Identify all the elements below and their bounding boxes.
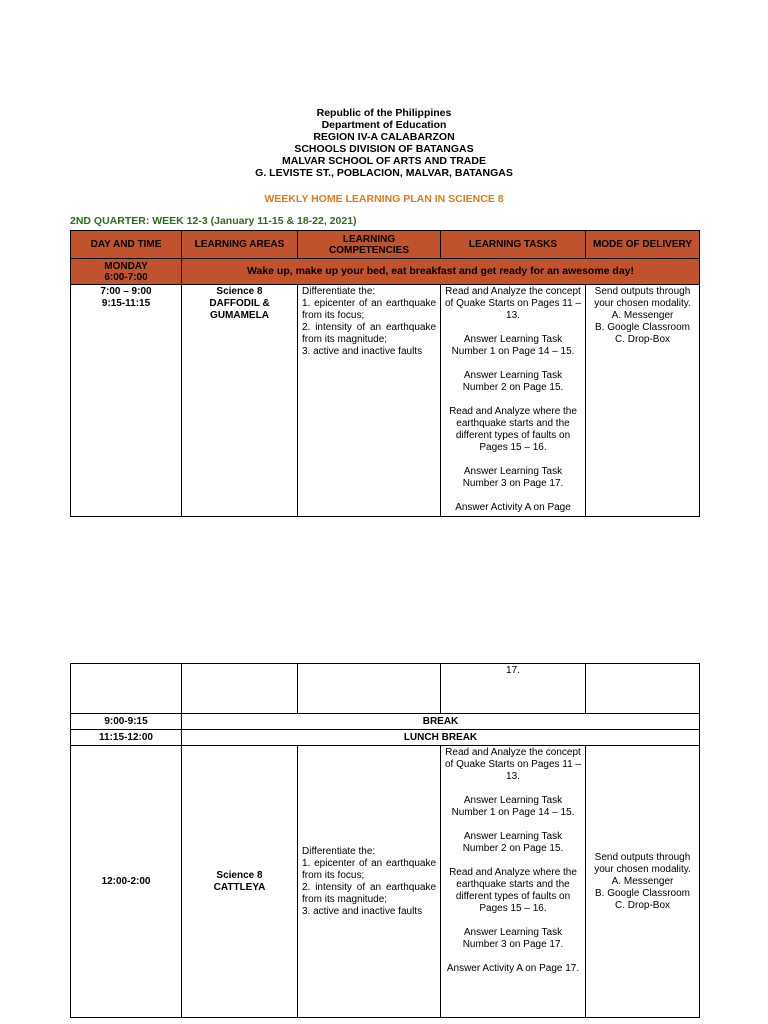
learning-plan-table-page-1 — [70, 230, 700, 517]
mode-option-c: C. Drop-Box — [614, 899, 670, 911]
row1-area-1: Science 8 — [216, 286, 263, 297]
task-5: Answer Learning Task Number 3 on Page 17. — [462, 927, 564, 950]
row2-tasks-cell — [441, 746, 586, 1018]
task-1: Read and Analyze the concept of Quake Starts on Pages 11 – 13. — [445, 286, 582, 321]
row1-area-cell — [182, 285, 298, 517]
row1-area-3: GUMAMELA — [210, 310, 269, 321]
header-learning-competencies: LEARNING COMPETENCIES — [298, 231, 441, 259]
header-learning-areas: LEARNING AREAS — [182, 231, 298, 259]
task-2: Answer Learning Task Number 1 on Page 14 – 15. — [451, 795, 575, 818]
header-mode-of-delivery: MODE OF DELIVERY — [586, 231, 700, 259]
row1-time-2: 9:15-11:15 — [101, 298, 151, 309]
task-2: Answer Learning Task Number 1 on Page 14 – 15. — [451, 334, 575, 357]
monday-message: Wake up, make up your bed, eat breakfast and get ready for an awesome day! — [182, 259, 700, 285]
plan-title: WEEKLY HOME LEARNING PLAN IN SCIENCE 8 — [264, 193, 504, 205]
row2-area-cell — [182, 746, 298, 1018]
quarter-label: 2ND QUARTER: WEEK 12-3 (January 11-15 & 18-22, 2021) — [70, 215, 357, 227]
task-3: Answer Learning Task Number 2 on Page 15. — [462, 370, 564, 393]
monday-time: 6:00-7:00 — [104, 271, 148, 283]
task-4: Read and Analyze where the earthquake starts and the different types of faults on Pages 15 – 16. — [449, 867, 577, 914]
row1-competencies-cell — [298, 285, 441, 517]
task-5: Answer Learning Task Number 3 on Page 17. — [462, 466, 564, 489]
competency-item-3: 3. active and inactive faults — [302, 346, 423, 357]
row1-time-1: 7:00 – 9:00 — [100, 286, 152, 297]
learning-plan-table-page-2 — [70, 663, 700, 1018]
header-line-school: MALVAR SCHOOL OF ARTS AND TRADE — [282, 155, 486, 167]
task-1: Read and Analyze the concept of Quake Starts on Pages 11 – 13. — [445, 747, 582, 782]
competency-intro: Differentiate the: — [302, 845, 376, 857]
break-label: BREAK — [182, 714, 700, 730]
competency-item-2: 2. intensity of an earthquake from its magnitude; — [302, 322, 436, 345]
competency-item-1: 1. epicenter of an earthquake from its focus; — [302, 298, 436, 321]
row2-area-2: CATTLEYA — [213, 881, 266, 893]
table-row — [71, 285, 700, 517]
mode-option-b: B. Google Classroom — [594, 322, 691, 333]
mode-option-c: C. Drop-Box — [614, 334, 670, 345]
competency-item-3: 3. active and inactive faults — [302, 905, 423, 917]
task-6-partial: Answer Activity A on Page — [455, 502, 571, 513]
header-line-address: G. LEVISTE ST., POBLACION, MALVAR, BATANGAS — [255, 167, 513, 179]
table-row — [71, 746, 700, 1018]
header-day-time: DAY AND TIME — [71, 231, 182, 259]
mode-option-a: A. Messenger — [611, 875, 674, 887]
row2-area-1: Science 8 — [216, 869, 263, 881]
task-6-continuation: 17. — [441, 664, 586, 714]
mode-option-b: B. Google Classroom — [594, 887, 691, 899]
header-line-division: SCHOOLS DIVISION OF BATANGAS — [294, 143, 474, 155]
document-header — [0, 107, 768, 179]
mode-line-1: Send outputs through your chosen modality. — [594, 286, 691, 309]
task-3: Answer Learning Task Number 2 on Page 15. — [462, 831, 564, 854]
break-row — [71, 714, 700, 730]
lunch-label: LUNCH BREAK — [182, 730, 700, 746]
table-header-row — [71, 231, 700, 259]
lunch-row — [71, 730, 700, 746]
monday-row — [71, 259, 700, 285]
row2-competencies-cell — [298, 746, 441, 1018]
header-line-region: REGION IV-A CALABARZON — [313, 131, 455, 143]
competency-item-2: 2. intensity of an earthquake from its magnitude; — [302, 881, 436, 905]
lunch-time: 11:15-12:00 — [71, 730, 182, 746]
header-line-republic: Republic of the Philippines — [316, 107, 452, 119]
competency-intro: Differentiate the: — [302, 286, 376, 297]
row1-time-cell — [71, 285, 182, 517]
row2-time: 12:00-2:00 — [71, 746, 182, 1018]
row1-mode-cell — [586, 285, 700, 517]
task-6: Answer Activity A on Page 17. — [446, 963, 580, 974]
header-line-deped: Department of Education — [321, 119, 447, 131]
task-4: Read and Analyze where the earthquake starts and the different types of faults on Pages 15 – 16. — [449, 406, 577, 453]
mode-line-1: Send outputs through your chosen modality. — [594, 851, 691, 875]
row1-tasks-cell — [441, 285, 586, 517]
break-time: 9:00-9:15 — [71, 714, 182, 730]
monday-day: MONDAY — [104, 260, 148, 272]
monday-cell — [71, 259, 182, 285]
competency-item-1: 1. epicenter of an earthquake from its focus; — [302, 857, 436, 881]
header-learning-tasks: LEARNING TASKS — [441, 231, 586, 259]
row1-area-2: DAFFODIL & — [209, 298, 270, 309]
table-row-continuation — [71, 664, 700, 714]
row2-mode-cell — [586, 746, 700, 1018]
mode-option-a: A. Messenger — [611, 310, 674, 321]
